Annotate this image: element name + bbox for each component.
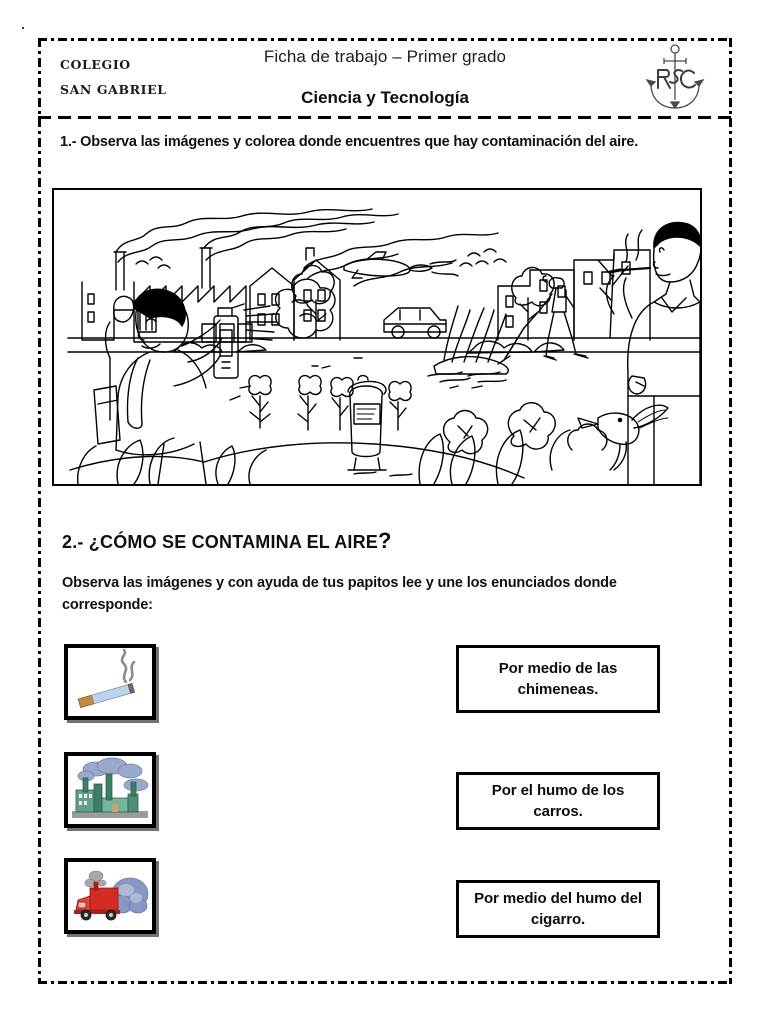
page-frame-right-edge <box>729 38 732 984</box>
air-pollution-coloring-scene <box>52 188 702 486</box>
statement-cigarette-text: Por medio del humo del cigarro. <box>474 890 642 928</box>
worksheet-title: Ficha de trabajo – Primer grado <box>263 47 507 66</box>
question-2-heading <box>62 528 392 554</box>
page-frame-bottom-edge <box>38 981 732 984</box>
school-name-line1: COLEGIO <box>60 57 131 72</box>
statement-chimneys-text: Por medio de las chimeneas. <box>498 660 618 698</box>
statement-cars-text: Por el humo de los carros. <box>491 782 625 820</box>
question-1-text: 1.- Observa las imágenes y colorea donde encuentres que hay contaminación del aire. <box>60 134 639 150</box>
truck-picture[interactable] <box>64 858 156 934</box>
question-2-heading-text: 2.- ¿CÓMO SE CONTAMINA EL AIRE <box>62 532 379 552</box>
page-frame <box>38 38 732 984</box>
statement-chimneys[interactable] <box>456 645 660 713</box>
question-2-instruction: Observa las imágenes y con ayuda de tus papitos lee y une los enunciados donde corresponde: <box>62 575 617 613</box>
page-frame-left-edge <box>38 38 41 984</box>
anchor-rsc-crest-icon <box>642 42 708 114</box>
statement-cigarette[interactable] <box>456 880 660 938</box>
header-separator <box>38 116 732 119</box>
cigarette-picture[interactable] <box>64 644 156 720</box>
statement-cars[interactable] <box>456 772 660 830</box>
factory-picture[interactable] <box>64 752 156 828</box>
worksheet-header <box>38 38 732 118</box>
school-name-line2: SAN GABRIEL <box>60 82 167 97</box>
question-2-heading-mark: ? <box>378 528 392 553</box>
worksheet-subject: Ciencia y Tecnología <box>301 88 469 107</box>
page-speck <box>22 27 24 29</box>
